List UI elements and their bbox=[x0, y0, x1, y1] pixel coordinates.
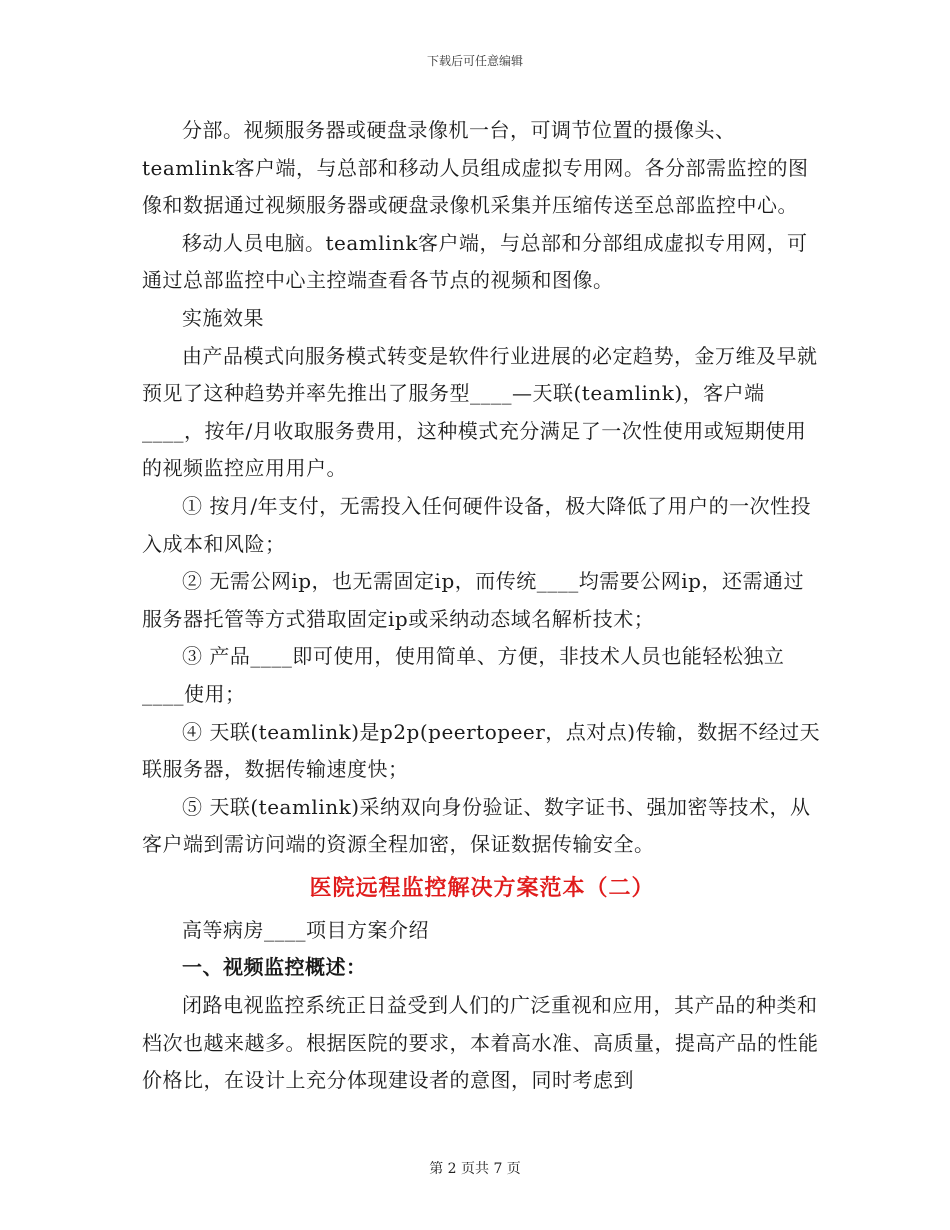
subsection-heading: 一、视频监控概述： bbox=[182, 955, 367, 980]
section-label-effect: 实施效果 bbox=[182, 305, 264, 330]
page-footer: 第 2 页共 7 页 bbox=[429, 1161, 521, 1177]
page-header: 下载后可任意编辑 bbox=[426, 54, 523, 68]
project-intro: 高等病房____项目方案介绍 bbox=[182, 917, 429, 942]
document-body bbox=[142, 112, 822, 1100]
list-item-2: ② 无需公网ip，也无需固定ip，而传统____均需要公网ip，还需通过服务器托管等方式猎取固定ip或采纳动态域名解析技术； bbox=[142, 569, 804, 631]
paragraph-service-model: 由产品模式向服务模式转变是软件行业进展的必定趋势，金万维及早就预见了这种趋势并率先推出了服务型____—天联(teamlink)，客户端____，按年/月收取服务费用，这种模式充分满足了一次性使用或短期使用的视频监控应用用户。 bbox=[142, 343, 818, 481]
paragraph-mobile: 移动人员电脑。teamlink客户端，与总部和分部组成虚拟专用网，可通过总部监控中心主控端查看各节点的视频和图像。 bbox=[142, 230, 808, 293]
list-item-1: ① 按月/年支付，无需投入任何硬件设备，极大降低了用户的一次性投入成本和风险； bbox=[142, 493, 812, 556]
section-title: 医院远程监控解决方案范本（二） bbox=[309, 874, 655, 901]
list-item-3: ③ 产品____即可使用，使用简单、方便，非技术人员也能轻松独立____使用； bbox=[142, 644, 785, 706]
list-item-5: ⑤ 天联(teamlink)采纳双向身份验证、数字证书、强加密等技术，从客户端到需访问端的资源全程加密，保证数据传输安全。 bbox=[142, 794, 811, 857]
paragraph-branch: 分部。视频服务器或硬盘录像机一台，可调节位置的摄像头、teamlink客户端，与总部和移动人员组成虚拟专用网。各分部需监控的图像和数据通过视频服务器或硬盘录像机采集并压缩传送至总部监控中心。 bbox=[142, 118, 809, 218]
list-item-4: ④ 天联(teamlink)是p2p(peertopeer，点对点)传输，数据不经过天联服务器，数据传输速度快； bbox=[142, 719, 821, 782]
paragraph-cctv-overview: 闭路电视监控系统正日益受到人们的广泛重视和应用，其产品的种类和档次也越来越多。根据医院的要求，本着高水准、高质量，提高产品的性能价格比，在设计上充分体现建设者的意图，同时考虑到 bbox=[142, 993, 819, 1093]
